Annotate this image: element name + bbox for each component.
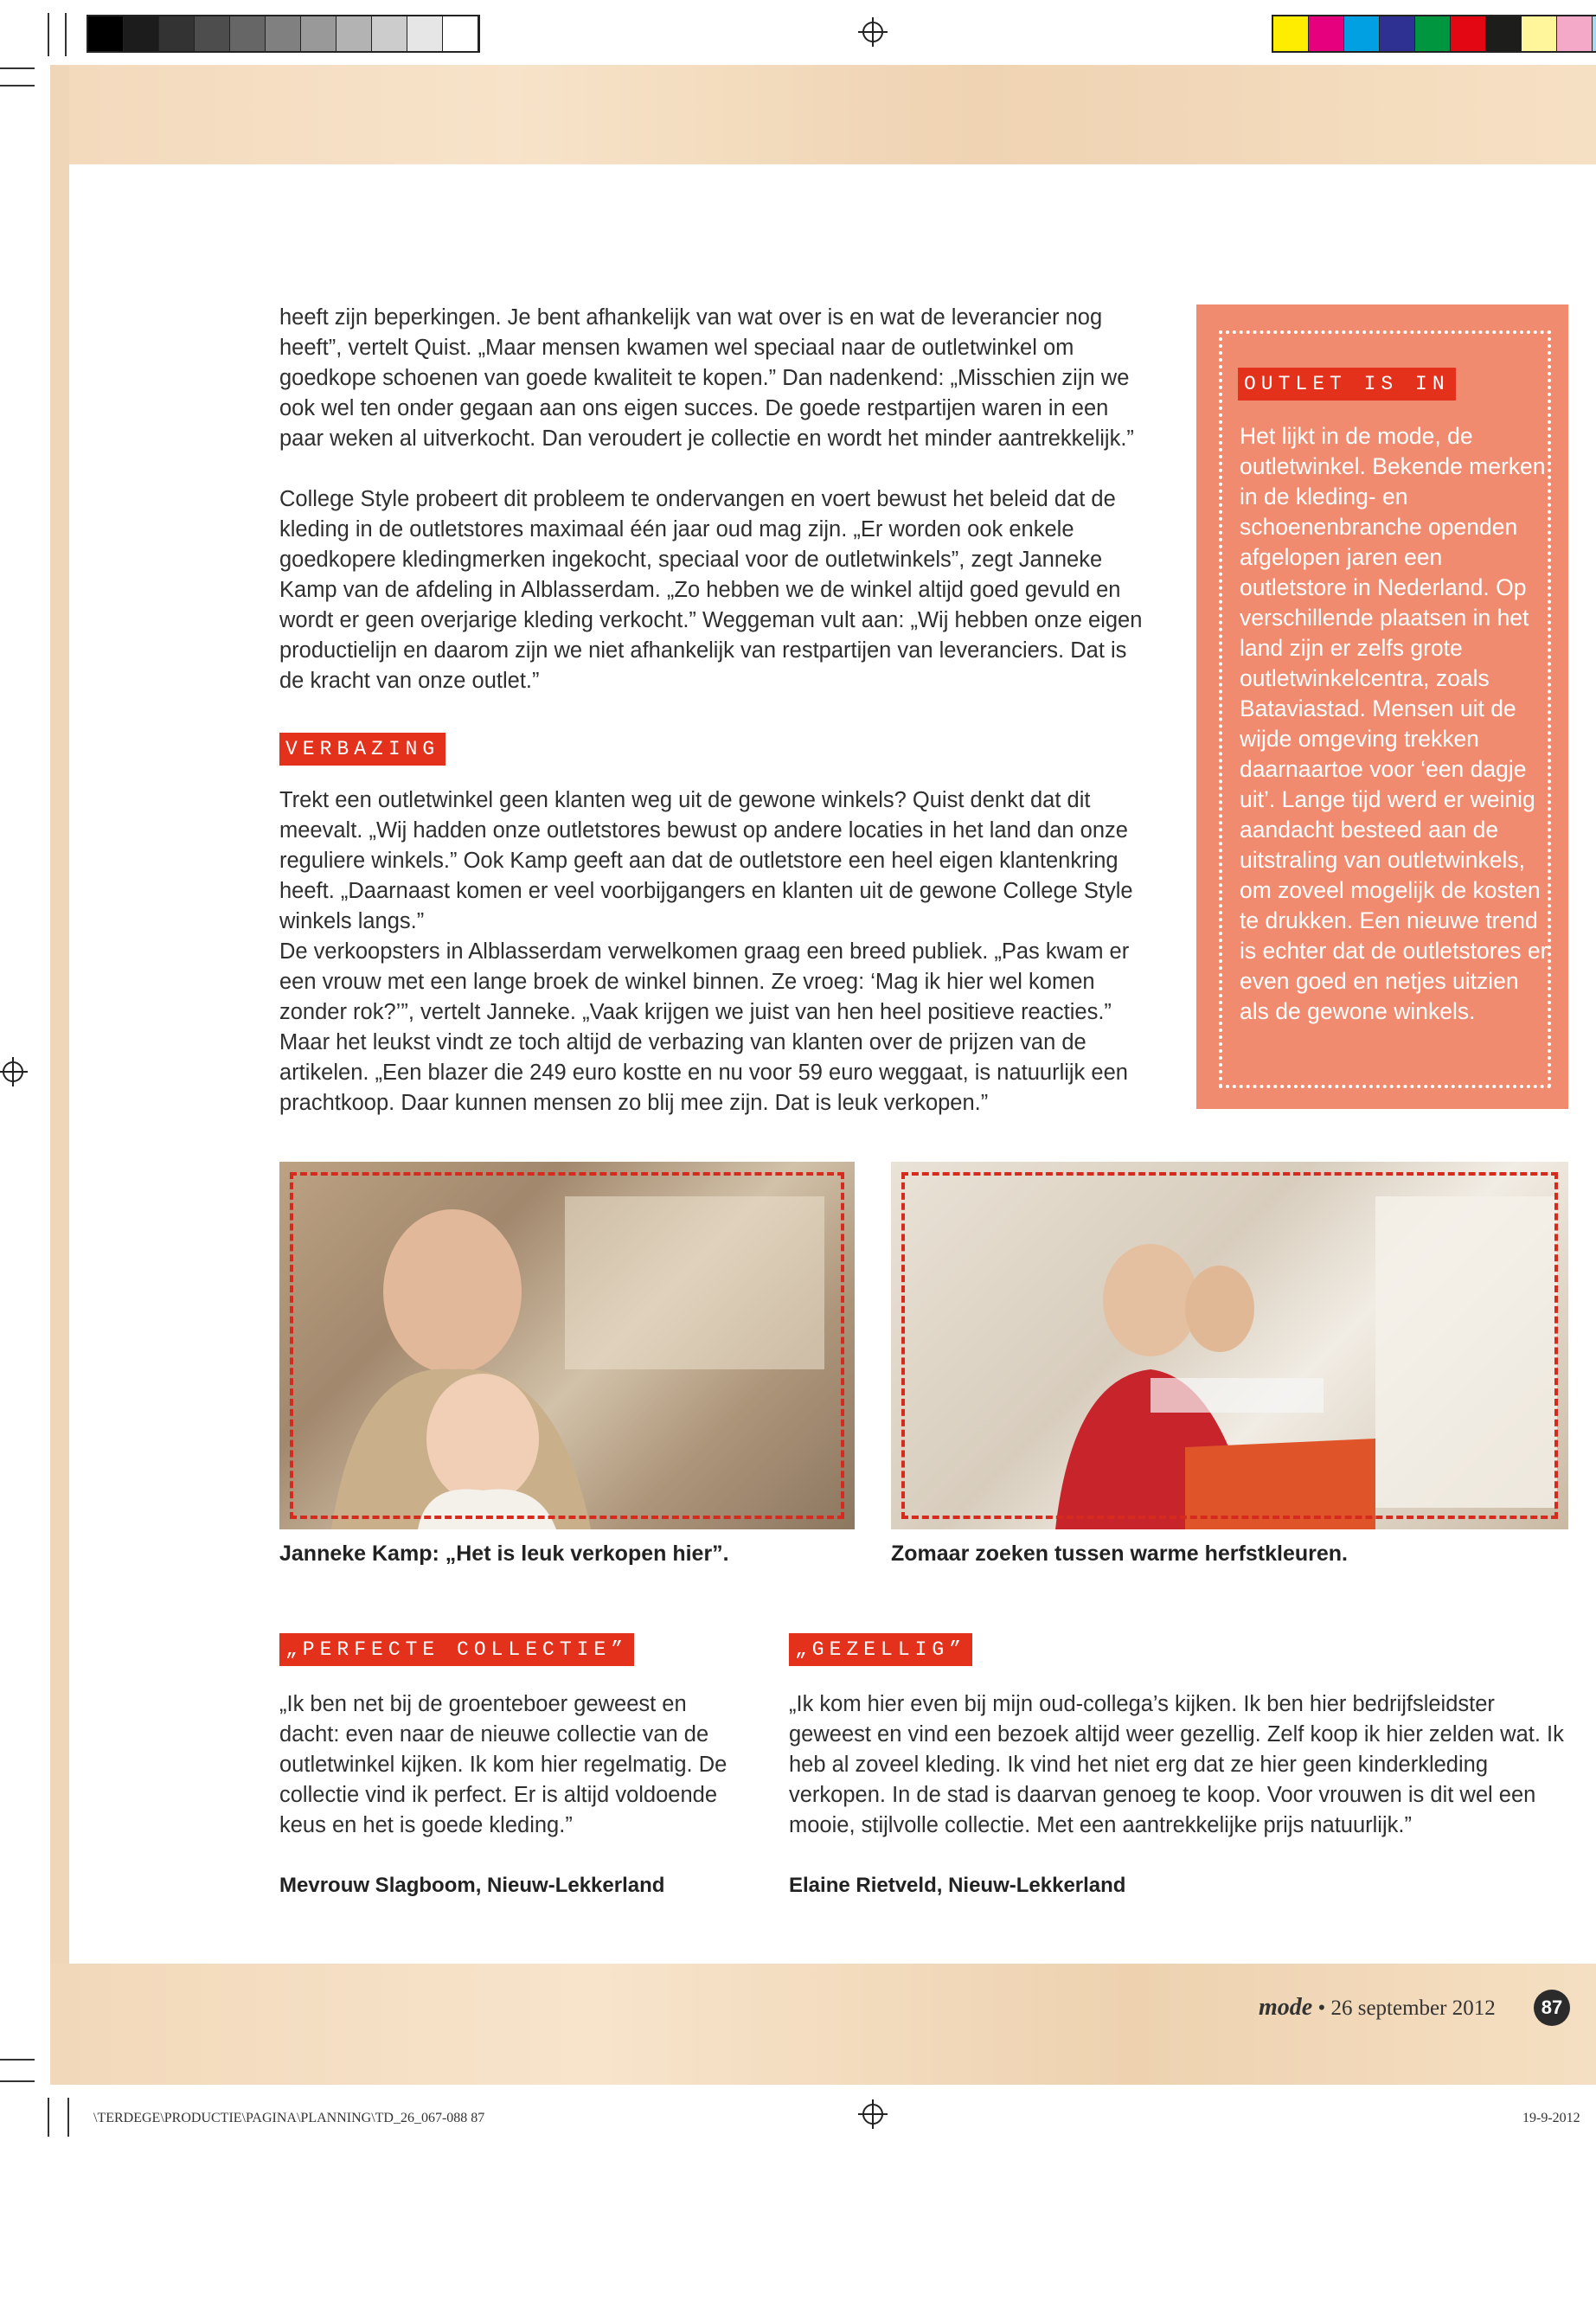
paper-texture-top [50, 65, 1596, 164]
paper-texture-left [50, 65, 69, 1968]
article-paragraph-3: Trekt een outletwinkel geen klanten weg uit de gewone winkels? Quist denkt dat dit meevalt. „Wij hadden onze outletstores bewust op andere locaties in het land dan onze reguliere winkels.” Ook Kamp geeft aan dat de outletstore een heel eigen klantenkring heeft. „Daarnaast komen er veel voorbijgangers en klanten uit de gewone College Style winkels langs.” [279, 788, 1133, 933]
article-paragraph-2: College Style probeert dit probleem te ondervangen en voert bewust het beleid dat de kleding in de outletstores maximaal één jaar oud mag zijn. „Er worden ook enkele goedkopere kledingmerken ingekocht, speciaal voor de outletwinkels”, zegt Janneke Kamp van de afdeling in Alblasserdam. „Zo hebben we de winkel altijd goed gevuld en wordt er geen overjarige kleding verkocht.” Weggeman vult aan: „Wij hebben onze eigen productielijn en daarom zijn we niet afhankelijk van restpartijen van leveranciers. Dat is de kracht van onze outlet.” [279, 487, 1143, 693]
photo-dashed-frame-left [290, 1172, 844, 1519]
process-color-bar [1272, 15, 1596, 53]
article-paragraph-4: De verkoopsters in Alblasserdam verwelkomen graag een breed publiek. „Pas kwam er een vrouw met een lange broek de winkel binnen. Ze vroeg: ‘Mag ik hier wel komen zonder rok?’”, vertelt Janneke. „Vaak krijgen we juist van hen heel positieve reacties.” Maar het leukst vindt ze toch altijd de verbazing van klanten over de prijzen van de artikelen. „Een blazer die 249 euro kostte en nu voor 59 euro weggaat, is natuurlijk een prachtkoop. Daar kunnen mensen zo blij mee zijn. Dat is leuk verkopen.” [279, 939, 1130, 1115]
article-paragraph-1: heeft zijn beperkingen. Je bent afhankelijk van wat over is en wat de leverancier nog heeft”, vertelt Quist. „Maar mensen kwamen wel speciaal naar de outletwinkel om goedkope schoenen van goede kwaliteit te kopen.” Dan nadenkend: „Misschien zijn we ook wel ten onder gegaan aan ons eigen succes. De goede restpartijen waren in een paar weken al uitverkocht. Dan veroudert je collectie en wordt het minder aantrekkelijk.” [279, 305, 1134, 451]
caption-left-photo: Janneke Kamp: „Het is leuk verkopen hier”. [279, 1541, 729, 1566]
grayscale-color-bar [87, 15, 480, 53]
slug-date: 19-9-2012 [1522, 2111, 1580, 2125]
registration-mark-bottom-icon [858, 2099, 888, 2129]
folio [1259, 1994, 1496, 2022]
registration-mark-top-icon [858, 17, 888, 47]
quote-2-author: Elaine Rietveld, Nieuw-Lekkerland [789, 1874, 1126, 1897]
quote-2-heading: „GEZELLIG” [789, 1633, 972, 1666]
page-number: 87 [1534, 1990, 1570, 2026]
photo-dashed-frame-right [901, 1172, 1558, 1519]
quote-1-author: Mevrouw Slagboom, Nieuw-Lekkerland [279, 1874, 665, 1897]
photo-shoppers [891, 1162, 1568, 1529]
sidebar-text: Het lijkt in de mode, de outletwinkel. Bekende merken in de kleding- en schoenenbranche openden afgelopen jaren een outletstore in Nederland. Op verschillende plaatsen in het land zijn er zelfs grote outletwinkelcentra, zoals Bataviastad. Mensen uit de wijde omgeving trekken daarnaartoe voor ‘een dagje uit’. Lange tijd werd er weinig aandacht besteed aan de uitstraling van outletwinkels, om zoveel mogelijk de kosten te drukken. Een nieuwe trend is echter dat de outletstores er even goed en netjes uitzien als de gewone winkels. [1240, 423, 1548, 1024]
folio-bullet: • [1317, 1997, 1326, 2020]
photo-janneke-kamp [279, 1162, 855, 1529]
slug-path: \TERDEGE\PRODUCTIE\PAGINA\PLANNING\TD_26_067-088 87 [93, 2111, 485, 2125]
folio-date: 26 september 2012 [1330, 1997, 1496, 2020]
folio-section: mode [1259, 1994, 1313, 2021]
sidebar-heading: OUTLET IS IN [1238, 368, 1456, 401]
paper-texture-bottom [50, 1964, 1596, 2085]
quote-1-heading: „PERFECTE COLLECTIE” [279, 1633, 634, 1666]
registration-mark-left-icon [0, 1057, 28, 1086]
sidebar-box [1196, 304, 1568, 1109]
quote-1-text: „Ik ben net bij de groenteboer geweest en dacht: even naar de nieuwe collectie van de outletwinkel kijken. Ik kom hier regelmatig. De collectie vind ik perfect. Er is altijd voldoende keus en het is goede kleding.” [279, 1692, 727, 1837]
section-heading-verbazing: VERBAZING [279, 733, 445, 766]
caption-right-photo: Zomaar zoeken tussen warme herfstkleuren. [891, 1541, 1348, 1566]
quote-2-text: „Ik kom hier even bij mijn oud-collega’s kijken. Ik ben hier bedrijfsleidster geweest en vind een bezoek altijd weer gezellig. Zelf koop ik hier zelden wat. Ik heb al zoveel kleding. Ik vind het niet erg dat ze hier geen kinderkleding verkopen. In de stad is daarvan genoeg te koop. Voor vrouwen is dit wel een mooie, stijlvolle collectie. Met een aantrekkelijke prijs natuurlijk.” [789, 1692, 1564, 1837]
